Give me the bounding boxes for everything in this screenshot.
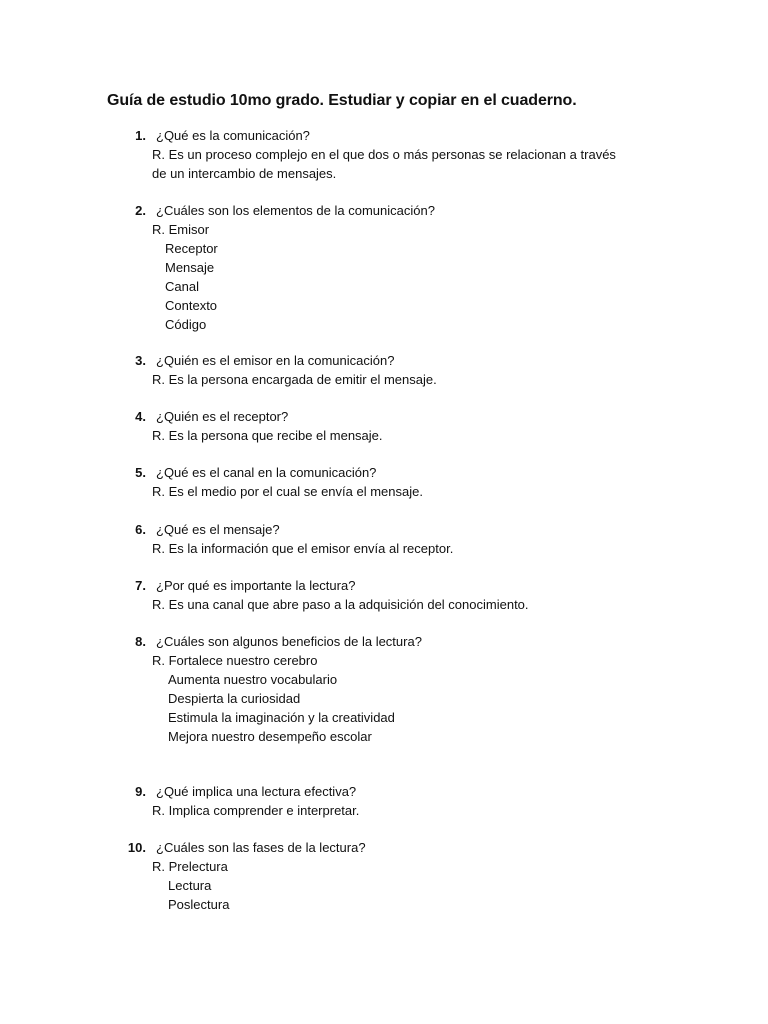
question-number: 6.	[135, 522, 146, 537]
answer-line: R. Emisor	[152, 222, 210, 237]
answer-line: R. Implica comprender e interpretar.	[152, 803, 360, 818]
answer-block	[152, 857, 652, 914]
question-text: ¿Qué es el canal en la comunicación?	[156, 465, 377, 480]
question-text: ¿Cuáles son algunos beneficios de la lectura?	[156, 634, 422, 649]
answer-line: R. Es la persona encargada de emitir el mensaje.	[152, 372, 437, 387]
answer-line: R. Es la persona que recibe el mensaje.	[152, 428, 383, 443]
question-number: 5.	[135, 465, 146, 480]
question-text: ¿Quién es el emisor en la comunicación?	[156, 353, 395, 368]
question-number: 9.	[135, 784, 146, 799]
answer-line: Mensaje	[165, 260, 215, 275]
question-text: ¿Por qué es importante la lectura?	[156, 578, 356, 593]
question-number: 3.	[135, 353, 146, 368]
answer-line: R. Fortalece nuestro cerebro	[152, 653, 318, 668]
answer-block	[152, 801, 652, 820]
answer-line: R. Es una canal que abre paso a la adquisición del conocimiento.	[152, 597, 529, 612]
question-text: ¿Qué implica una lectura efectiva?	[156, 784, 357, 799]
answer-line: Receptor	[165, 241, 218, 256]
answer-block	[152, 482, 652, 501]
answer-block	[152, 220, 652, 334]
answer-line: Despierta la curiosidad	[168, 691, 301, 706]
document-title: Guía de estudio 10mo grado. Estudiar y copiar en el cuaderno.	[107, 92, 577, 109]
answer-line: R. Es el medio por el cual se envía el mensaje.	[152, 484, 423, 499]
answer-line: R. Es un proceso complejo en el que dos o más personas se relacionan a través de un intercambio de mensajes.	[152, 147, 616, 181]
question-number: 1.	[135, 128, 146, 143]
answer-line: Canal	[165, 279, 199, 294]
answer-line: R. Prelectura	[152, 859, 228, 874]
answer-line: Aumenta nuestro vocabulario	[168, 672, 338, 687]
answer-line: Poslectura	[168, 897, 230, 912]
answer-block	[152, 651, 652, 746]
answer-line: Estimula la imaginación y la creatividad	[168, 710, 395, 725]
answer-line: Código	[165, 317, 207, 332]
question-number: 4.	[135, 409, 146, 424]
question-text: ¿Quién es el receptor?	[156, 409, 289, 424]
answer-block	[152, 426, 652, 445]
answer-block	[152, 370, 652, 389]
question-number: 7.	[135, 578, 146, 593]
question-text: ¿Qué es la comunicación?	[156, 128, 310, 143]
question-number: 8.	[135, 634, 146, 649]
answer-block	[152, 539, 652, 558]
question-number: 10.	[127, 840, 146, 855]
question-number: 2.	[135, 203, 146, 218]
answer-line: Mejora nuestro desempeño escolar	[168, 729, 372, 744]
question-text: ¿Qué es el mensaje?	[156, 522, 280, 537]
answer-line: Contexto	[165, 298, 218, 313]
question-text: ¿Cuáles son los elementos de la comunicación?	[156, 203, 435, 218]
answer-block	[152, 145, 652, 183]
answer-block	[152, 595, 652, 614]
question-text: ¿Cuáles son las fases de la lectura?	[156, 840, 366, 855]
answer-line: R. Es la información que el emisor envía al receptor.	[152, 541, 454, 556]
answer-line: Lectura	[168, 878, 212, 893]
